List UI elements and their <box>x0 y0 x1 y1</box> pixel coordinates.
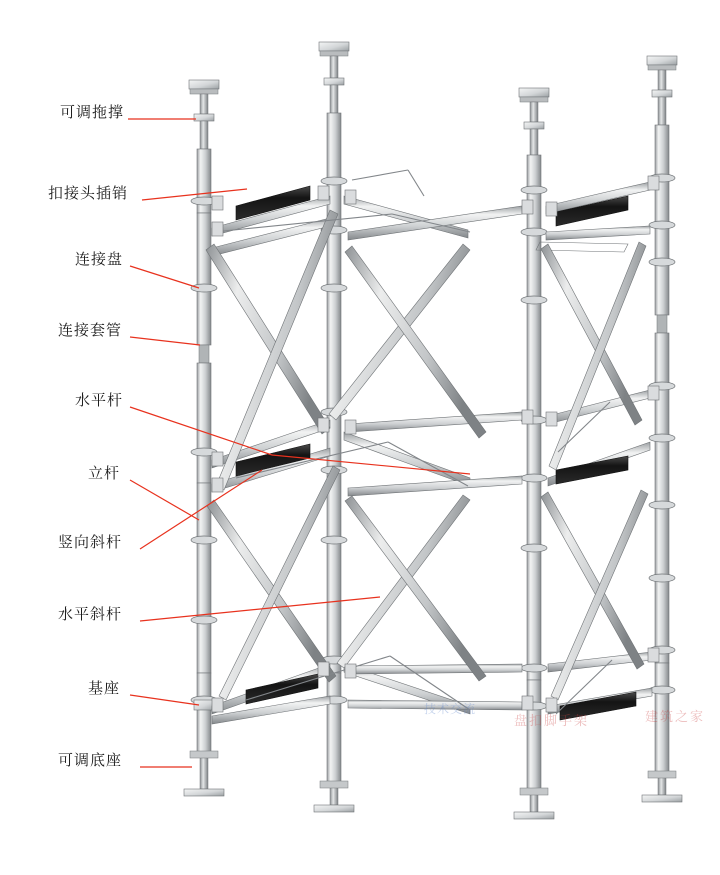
label-adjustable-base: 可调底座 <box>58 752 123 769</box>
label-vertical-standard: 立杆 <box>88 465 121 482</box>
label-coupler-pin: 扣接头插销 <box>48 185 129 202</box>
watermark-secondary: 建筑之家 <box>645 709 706 724</box>
standard-column-A <box>184 80 224 796</box>
watermark-tertiary: 技术交流 <box>424 702 477 716</box>
label-base-collar: 基座 <box>88 680 121 697</box>
label-horizontal-ledger: 水平杆 <box>75 392 124 409</box>
watermark-primary: 盘扣脚手架 <box>514 713 590 728</box>
label-horizontal-diagonal: 水平斜杆 <box>58 606 123 623</box>
label-connecting-sleeve: 连接套管 <box>58 322 123 339</box>
label-vertical-diagonal: 竖向斜杆 <box>58 534 123 551</box>
label-rosette-disc: 连接盘 <box>75 251 124 268</box>
label-adjustable-u-head: 可调拖撑 <box>60 104 125 121</box>
